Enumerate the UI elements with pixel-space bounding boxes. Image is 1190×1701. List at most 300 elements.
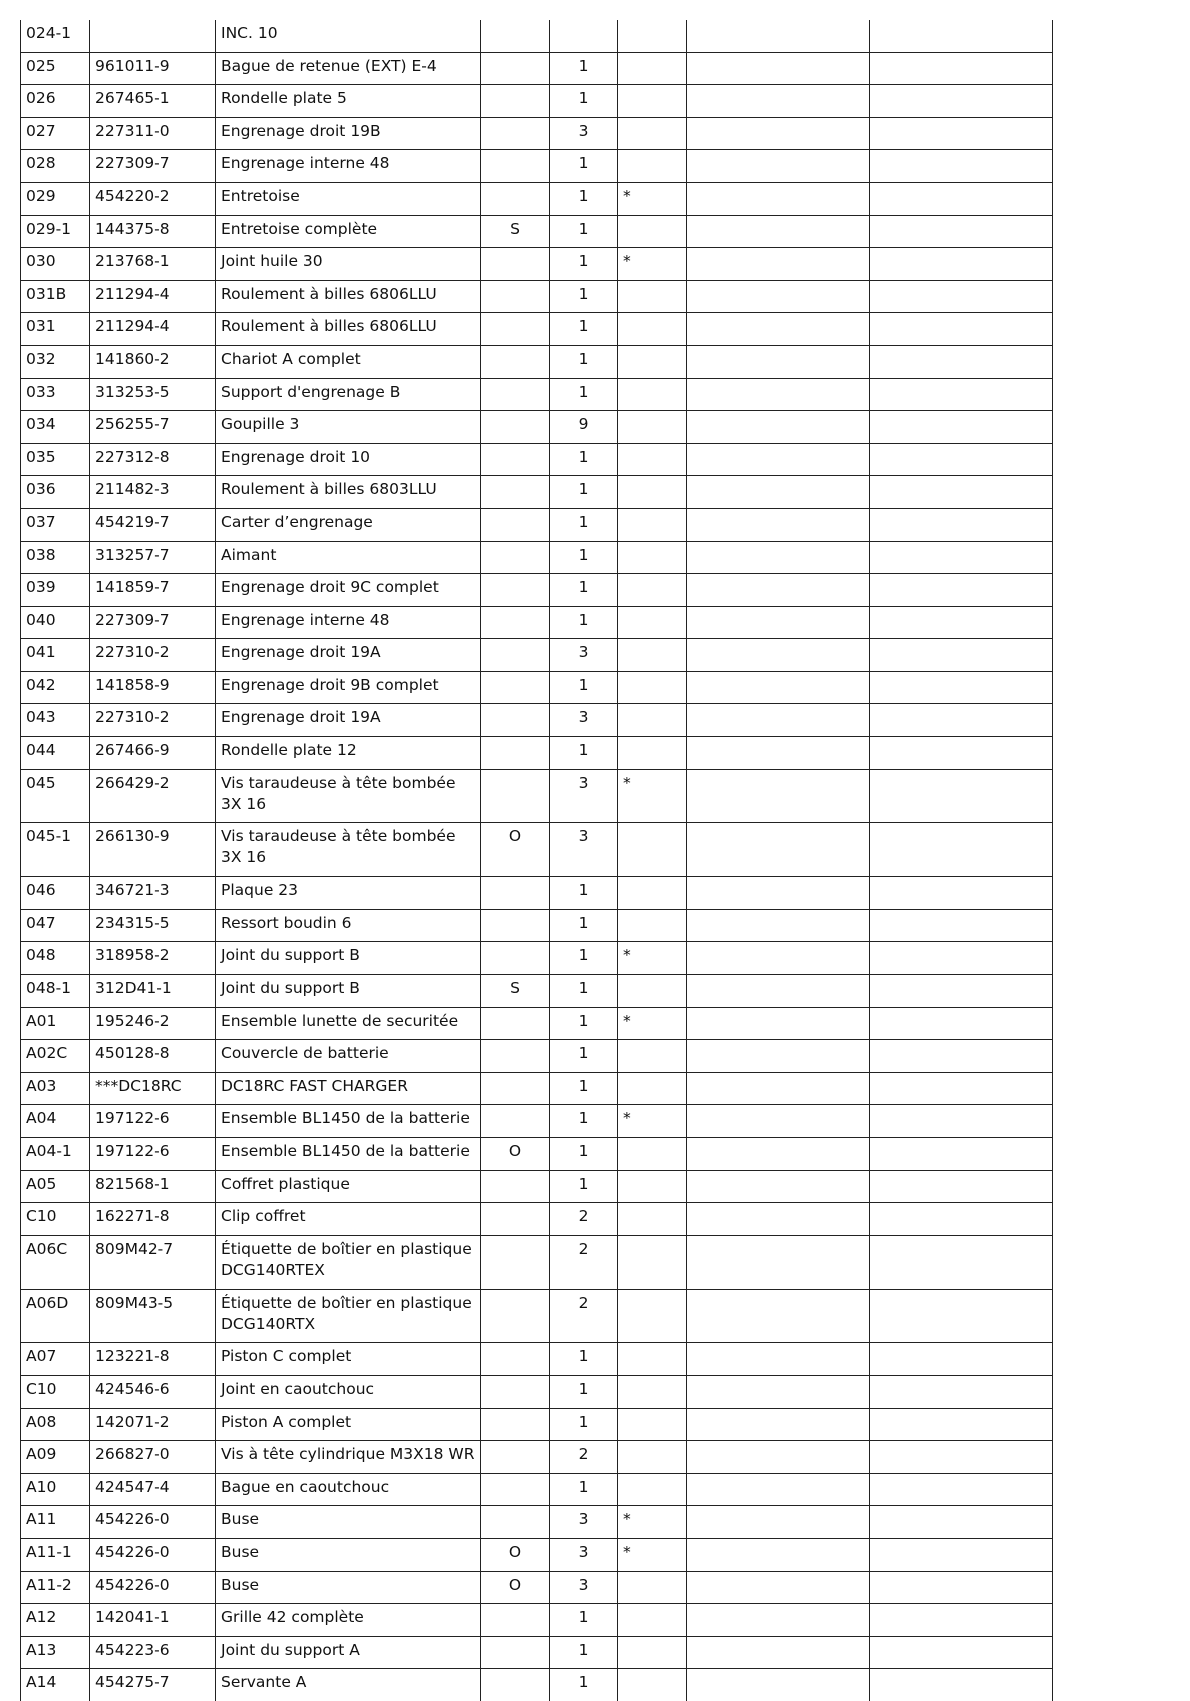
mark-cell: * [618, 1105, 687, 1138]
description-cell: Engrenage droit 10 [216, 443, 481, 476]
quantity-cell: 2 [550, 1289, 618, 1343]
empty-cell [870, 411, 1053, 444]
part-number-cell: 211294-4 [90, 280, 216, 313]
empty-cell [687, 1072, 870, 1105]
table-row [21, 1203, 1053, 1236]
flag-cell [481, 606, 550, 639]
table-row [21, 313, 1053, 346]
part-number-cell: 424546-6 [90, 1375, 216, 1408]
part-number-cell: 211294-4 [90, 313, 216, 346]
table-row [21, 1235, 1053, 1289]
empty-cell [687, 671, 870, 704]
flag-cell [481, 20, 550, 52]
table-row [21, 769, 1053, 823]
empty-cell [870, 117, 1053, 150]
flag-cell [481, 150, 550, 183]
item-number-cell: 046 [21, 877, 90, 910]
empty-cell [870, 877, 1053, 910]
empty-cell [870, 671, 1053, 704]
empty-cell [687, 280, 870, 313]
parts-list-page [20, 20, 1053, 1701]
description-cell: Coffret plastique [216, 1170, 481, 1203]
quantity-cell: 1 [550, 1669, 618, 1701]
quantity-cell: 1 [550, 909, 618, 942]
quantity-cell: 1 [550, 1072, 618, 1105]
quantity-cell: 1 [550, 1007, 618, 1040]
item-number-cell: A09 [21, 1441, 90, 1474]
item-number-cell: 030 [21, 248, 90, 281]
empty-cell [687, 975, 870, 1008]
flag-cell [481, 769, 550, 823]
mark-cell [618, 52, 687, 85]
quantity-cell: 3 [550, 769, 618, 823]
quantity-cell: 3 [550, 1538, 618, 1571]
table-row [21, 606, 1053, 639]
quantity-cell: 1 [550, 1375, 618, 1408]
mark-cell [618, 1441, 687, 1474]
flag-cell [481, 345, 550, 378]
part-number-cell: 141860-2 [90, 345, 216, 378]
item-number-cell: A05 [21, 1170, 90, 1203]
mark-cell: * [618, 182, 687, 215]
part-number-cell: 213768-1 [90, 248, 216, 281]
quantity-cell: 1 [550, 942, 618, 975]
table-row [21, 85, 1053, 118]
item-number-cell: 039 [21, 574, 90, 607]
flag-cell [481, 671, 550, 704]
mark-cell [618, 1235, 687, 1289]
empty-cell [687, 1506, 870, 1539]
empty-cell [687, 508, 870, 541]
empty-cell [870, 52, 1053, 85]
flag-cell [481, 1072, 550, 1105]
empty-cell [687, 877, 870, 910]
item-number-cell: 045 [21, 769, 90, 823]
item-number-cell: 025 [21, 52, 90, 85]
empty-cell [687, 1636, 870, 1669]
empty-cell [870, 85, 1053, 118]
description-cell: Engrenage droit 9B complet [216, 671, 481, 704]
empty-cell [687, 215, 870, 248]
flag-cell [481, 1604, 550, 1637]
empty-cell [870, 1669, 1053, 1701]
quantity-cell: 1 [550, 1138, 618, 1171]
quantity-cell: 1 [550, 1105, 618, 1138]
empty-cell [687, 1538, 870, 1571]
table-row [21, 1473, 1053, 1506]
quantity-cell: 1 [550, 1343, 618, 1376]
flag-cell [481, 574, 550, 607]
description-cell: Piston C complet [216, 1343, 481, 1376]
table-row [21, 737, 1053, 770]
description-cell: Servante A [216, 1669, 481, 1701]
flag-cell [481, 639, 550, 672]
quantity-cell: 1 [550, 215, 618, 248]
table-row [21, 378, 1053, 411]
part-number-cell: 312D41-1 [90, 975, 216, 1008]
item-number-cell: 040 [21, 606, 90, 639]
quantity-cell: 1 [550, 574, 618, 607]
mark-cell [618, 671, 687, 704]
quantity-cell: 3 [550, 117, 618, 150]
mark-cell [618, 1289, 687, 1343]
item-number-cell: A11-1 [21, 1538, 90, 1571]
description-cell: Engrenage droit 19B [216, 117, 481, 150]
empty-cell [687, 52, 870, 85]
description-cell: Grille 42 complète [216, 1604, 481, 1637]
mark-cell [618, 1343, 687, 1376]
part-number-cell: 961011-9 [90, 52, 216, 85]
empty-cell [687, 1203, 870, 1236]
mark-cell [618, 508, 687, 541]
empty-cell [870, 541, 1053, 574]
quantity-cell: 1 [550, 1604, 618, 1637]
description-cell: Plaque 23 [216, 877, 481, 910]
mark-cell [618, 606, 687, 639]
mark-cell [618, 1473, 687, 1506]
description-cell: Bague en caoutchouc [216, 1473, 481, 1506]
item-number-cell: 041 [21, 639, 90, 672]
mark-cell [618, 378, 687, 411]
table-row [21, 1007, 1053, 1040]
table-row [21, 1604, 1053, 1637]
quantity-cell [550, 20, 618, 52]
flag-cell [481, 877, 550, 910]
quantity-cell: 1 [550, 606, 618, 639]
part-number-cell: 211482-3 [90, 476, 216, 509]
mark-cell [618, 737, 687, 770]
empty-cell [687, 20, 870, 52]
table-row [21, 639, 1053, 672]
table-row [21, 476, 1053, 509]
flag-cell [481, 52, 550, 85]
quantity-cell: 1 [550, 737, 618, 770]
part-number-cell: 450128-8 [90, 1040, 216, 1073]
item-number-cell: C10 [21, 1375, 90, 1408]
empty-cell [870, 1473, 1053, 1506]
empty-cell [870, 1040, 1053, 1073]
table-row [21, 574, 1053, 607]
empty-cell [687, 378, 870, 411]
item-number-cell: A13 [21, 1636, 90, 1669]
description-cell: Chariot A complet [216, 345, 481, 378]
table-row [21, 117, 1053, 150]
quantity-cell: 3 [550, 1506, 618, 1539]
mark-cell [618, 877, 687, 910]
mark-cell: * [618, 1506, 687, 1539]
quantity-cell: 1 [550, 85, 618, 118]
flag-cell [481, 1506, 550, 1539]
part-number-cell: 142041-1 [90, 1604, 216, 1637]
empty-cell [870, 215, 1053, 248]
description-cell: Joint du support A [216, 1636, 481, 1669]
mark-cell [618, 345, 687, 378]
table-row [21, 508, 1053, 541]
quantity-cell: 3 [550, 1571, 618, 1604]
flag-cell [481, 1441, 550, 1474]
item-number-cell: 034 [21, 411, 90, 444]
description-cell: Piston A complet [216, 1408, 481, 1441]
description-cell: Couvercle de batterie [216, 1040, 481, 1073]
quantity-cell: 1 [550, 476, 618, 509]
description-cell: Engrenage droit 19A [216, 639, 481, 672]
item-number-cell: 028 [21, 150, 90, 183]
flag-cell [481, 280, 550, 313]
empty-cell [687, 1473, 870, 1506]
empty-cell [870, 1538, 1053, 1571]
item-number-cell: 038 [21, 541, 90, 574]
mark-cell [618, 704, 687, 737]
empty-cell [870, 975, 1053, 1008]
quantity-cell: 9 [550, 411, 618, 444]
quantity-cell: 1 [550, 1636, 618, 1669]
description-cell: Joint en caoutchouc [216, 1375, 481, 1408]
flag-cell [481, 1669, 550, 1701]
mark-cell [618, 975, 687, 1008]
mark-cell [618, 313, 687, 346]
description-cell: Joint huile 30 [216, 248, 481, 281]
description-cell: Vis à tête cylindrique M3X18 WR [216, 1441, 481, 1474]
description-cell: Engrenage droit 19A [216, 704, 481, 737]
item-number-cell: 027 [21, 117, 90, 150]
item-number-cell: 036 [21, 476, 90, 509]
quantity-cell: 2 [550, 1235, 618, 1289]
part-number-cell: 227310-2 [90, 639, 216, 672]
part-number-cell: 266429-2 [90, 769, 216, 823]
empty-cell [687, 411, 870, 444]
empty-cell [687, 541, 870, 574]
flag-cell [481, 476, 550, 509]
quantity-cell: 1 [550, 443, 618, 476]
part-number-cell: 227309-7 [90, 606, 216, 639]
flag-cell [481, 909, 550, 942]
quantity-cell: 1 [550, 1408, 618, 1441]
description-cell: Joint du support B [216, 942, 481, 975]
empty-cell [870, 1170, 1053, 1203]
empty-cell [870, 508, 1053, 541]
part-number-cell: 234315-5 [90, 909, 216, 942]
empty-cell [687, 1441, 870, 1474]
quantity-cell: 1 [550, 1170, 618, 1203]
empty-cell [870, 1604, 1053, 1637]
part-number-cell: 162271-8 [90, 1203, 216, 1236]
part-number-cell: 141858-9 [90, 671, 216, 704]
mark-cell: * [618, 769, 687, 823]
empty-cell [687, 1408, 870, 1441]
mark-cell [618, 1571, 687, 1604]
part-number-cell: 809M43-5 [90, 1289, 216, 1343]
empty-cell [870, 150, 1053, 183]
part-number-cell: 197122-6 [90, 1105, 216, 1138]
mark-cell [618, 443, 687, 476]
mark-cell [618, 1669, 687, 1701]
description-cell: Ensemble BL1450 de la batterie [216, 1138, 481, 1171]
empty-cell [870, 20, 1053, 52]
empty-cell [687, 823, 870, 877]
item-number-cell: 048-1 [21, 975, 90, 1008]
mark-cell [618, 574, 687, 607]
flag-cell [481, 1105, 550, 1138]
description-cell: Engrenage interne 48 [216, 150, 481, 183]
table-row [21, 52, 1053, 85]
table-row [21, 1289, 1053, 1343]
empty-cell [870, 345, 1053, 378]
item-number-cell: 029 [21, 182, 90, 215]
description-cell: Étiquette de boîtier en plastique DCG140RTX [216, 1289, 481, 1343]
empty-cell [687, 443, 870, 476]
item-number-cell: A04 [21, 1105, 90, 1138]
flag-cell [481, 508, 550, 541]
description-cell: INC. 10 [216, 20, 481, 52]
mark-cell [618, 1408, 687, 1441]
table-row [21, 215, 1053, 248]
part-number-cell: 313257-7 [90, 541, 216, 574]
empty-cell [870, 704, 1053, 737]
item-number-cell: 031 [21, 313, 90, 346]
empty-cell [687, 117, 870, 150]
part-number-cell: 454226-0 [90, 1538, 216, 1571]
flag-cell [481, 182, 550, 215]
flag-cell [481, 1408, 550, 1441]
empty-cell [870, 443, 1053, 476]
part-number-cell: 454219-7 [90, 508, 216, 541]
table-row [21, 1072, 1053, 1105]
item-number-cell: A12 [21, 1604, 90, 1637]
empty-cell [687, 606, 870, 639]
empty-cell [870, 1506, 1053, 1539]
item-number-cell: C10 [21, 1203, 90, 1236]
table-row [21, 182, 1053, 215]
flag-cell [481, 1343, 550, 1376]
empty-cell [870, 280, 1053, 313]
flag-cell [481, 1040, 550, 1073]
table-row [21, 1506, 1053, 1539]
description-cell: Entretoise complète [216, 215, 481, 248]
table-row [21, 877, 1053, 910]
table-row [21, 280, 1053, 313]
table-row [21, 20, 1053, 52]
description-cell: Rondelle plate 12 [216, 737, 481, 770]
empty-cell [687, 182, 870, 215]
table-row [21, 443, 1053, 476]
quantity-cell: 1 [550, 52, 618, 85]
empty-cell [687, 1040, 870, 1073]
description-cell: Ensemble lunette de securitée [216, 1007, 481, 1040]
part-number-cell: 227312-8 [90, 443, 216, 476]
table-row [21, 671, 1053, 704]
description-cell: Ensemble BL1450 de la batterie [216, 1105, 481, 1138]
quantity-cell: 1 [550, 378, 618, 411]
item-number-cell: 044 [21, 737, 90, 770]
flag-cell: O [481, 1571, 550, 1604]
quantity-cell: 1 [550, 150, 618, 183]
empty-cell [687, 1170, 870, 1203]
part-number-cell: 809M42-7 [90, 1235, 216, 1289]
empty-cell [687, 574, 870, 607]
item-number-cell: 031B [21, 280, 90, 313]
part-number-cell: 195246-2 [90, 1007, 216, 1040]
table-row [21, 1538, 1053, 1571]
quantity-cell: 1 [550, 541, 618, 574]
item-number-cell: 035 [21, 443, 90, 476]
empty-cell [870, 1408, 1053, 1441]
item-number-cell: 037 [21, 508, 90, 541]
mark-cell [618, 411, 687, 444]
empty-cell [687, 313, 870, 346]
description-cell: Carter d’engrenage [216, 508, 481, 541]
empty-cell [687, 1669, 870, 1701]
mark-cell: * [618, 942, 687, 975]
empty-cell [687, 737, 870, 770]
mark-cell: * [618, 1007, 687, 1040]
mark-cell [618, 1375, 687, 1408]
empty-cell [870, 1289, 1053, 1343]
quantity-cell: 1 [550, 975, 618, 1008]
quantity-cell: 1 [550, 280, 618, 313]
flag-cell [481, 85, 550, 118]
empty-cell [687, 1571, 870, 1604]
description-cell: Clip coffret [216, 1203, 481, 1236]
quantity-cell: 3 [550, 639, 618, 672]
description-cell: Aimant [216, 541, 481, 574]
table-row [21, 909, 1053, 942]
empty-cell [687, 909, 870, 942]
empty-cell [870, 1375, 1053, 1408]
quantity-cell: 1 [550, 248, 618, 281]
item-number-cell: 042 [21, 671, 90, 704]
quantity-cell: 2 [550, 1441, 618, 1474]
quantity-cell: 1 [550, 345, 618, 378]
mark-cell [618, 476, 687, 509]
description-cell: Ressort boudin 6 [216, 909, 481, 942]
empty-cell [687, 1235, 870, 1289]
quantity-cell: 3 [550, 704, 618, 737]
quantity-cell: 1 [550, 508, 618, 541]
description-cell: Buse [216, 1506, 481, 1539]
mark-cell [618, 823, 687, 877]
part-number-cell: 454220-2 [90, 182, 216, 215]
item-number-cell: 033 [21, 378, 90, 411]
flag-cell [481, 248, 550, 281]
part-number-cell: 142071-2 [90, 1408, 216, 1441]
empty-cell [870, 909, 1053, 942]
mark-cell [618, 150, 687, 183]
mark-cell [618, 1604, 687, 1637]
item-number-cell: A11 [21, 1506, 90, 1539]
quantity-cell: 2 [550, 1203, 618, 1236]
mark-cell [618, 639, 687, 672]
flag-cell [481, 541, 550, 574]
part-number-cell: 454226-0 [90, 1506, 216, 1539]
empty-cell [870, 248, 1053, 281]
table-row [21, 411, 1053, 444]
part-number-cell: 267466-9 [90, 737, 216, 770]
part-number-cell: 141859-7 [90, 574, 216, 607]
description-cell: Bague de retenue (EXT) E-4 [216, 52, 481, 85]
flag-cell [481, 1235, 550, 1289]
part-number-cell: 266827-0 [90, 1441, 216, 1474]
table-row [21, 345, 1053, 378]
part-number-cell: 227310-2 [90, 704, 216, 737]
table-row [21, 1636, 1053, 1669]
flag-cell [481, 1007, 550, 1040]
empty-cell [870, 1636, 1053, 1669]
part-number-cell: 424547-4 [90, 1473, 216, 1506]
mark-cell [618, 20, 687, 52]
description-cell: Vis taraudeuse à tête bombée 3X 16 [216, 823, 481, 877]
item-number-cell: 048 [21, 942, 90, 975]
item-number-cell: A07 [21, 1343, 90, 1376]
